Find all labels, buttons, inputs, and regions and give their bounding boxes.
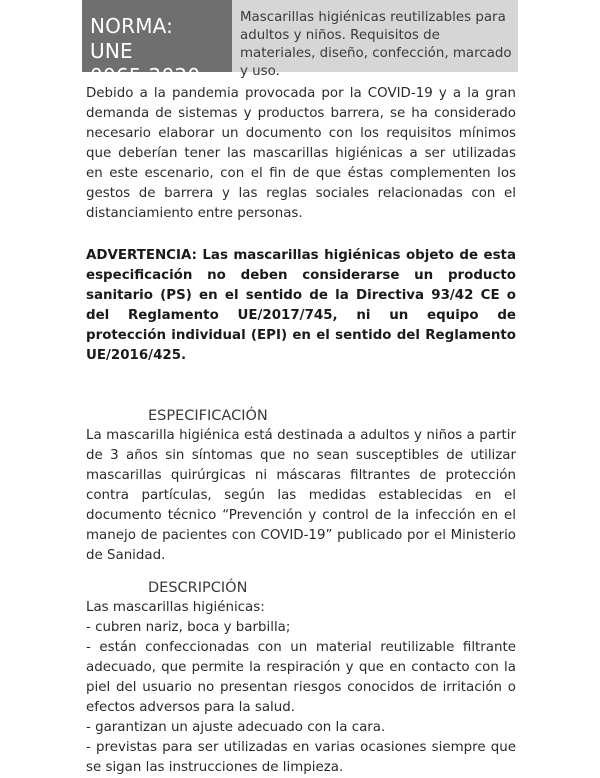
norma-code: UNE 0065:2020 (90, 39, 201, 88)
list-item: - previstas para ser utilizadas en varias ocasiones siempre que se sigan las instrucciones de limpieza. (86, 740, 516, 775)
description-intro: Las mascarillas higiénicas: (86, 600, 265, 615)
description-list (86, 618, 516, 778)
list-item: - garantizan un ajuste adecuado con la cara. (86, 720, 386, 735)
description-heading: DESCRIPCIÓN (148, 580, 248, 596)
norma-box (82, 0, 232, 88)
list-item: - cubren nariz, boca y barbilla; (86, 620, 291, 635)
specification-paragraph: La mascarilla higiénica está destinada a adultos y niños a partir de 3 años sin síntomas que no sean susceptibles de utilizar mascarillas quirúrgicas ni máscaras filtrantes de protección contra partículas, según las medidas establecidas en el documento técnico “Prevención y control de la infección en el manejo de pacientes con COVID-19” publicado por el Ministerio de Sanidad. (86, 428, 516, 563)
list-item: - están confeccionadas con un material reutilizable filtrante adecuado, que permite la respiración y que en contacto con la piel del usuario no presentan riesgos conocidos de irritación o efectos adversos para la salud. (86, 640, 516, 715)
norma-description: Mascarillas higiénicas reutilizables para adultos y niños. Requisitos de materiales, diseño, confección, marcado y uso. (232, 0, 518, 72)
document-header (82, 0, 518, 88)
intro-paragraph: Debido a la pandemia provocada por la COVID-19 y a la gran demanda de sistemas y productos barrera, se ha considerado necesario elaborar un documento con los requisitos mínimos que deberían tener las mascarillas higiénicas a ser utilizadas en este escenario, con el fin de que éstas complementen los gestos de barrera y las reglas sociales relacionadas con el distanciamiento entre personas. (86, 86, 516, 221)
document-body (86, 84, 516, 778)
specification-heading: ESPECIFICACIÓN (148, 408, 268, 424)
warning-paragraph: ADVERTENCIA: Las mascarillas higiénicas objeto de esta especificación no deben considerarse un producto sanitario (PS) en el sentido de la Directiva 93/42 CE o del Reglamento UE/2017/745, ni un equipo de protección individual (EPI) en el sentido del Reglamento UE/2016/425. (86, 248, 516, 363)
norma-label: NORMA: (90, 14, 174, 38)
